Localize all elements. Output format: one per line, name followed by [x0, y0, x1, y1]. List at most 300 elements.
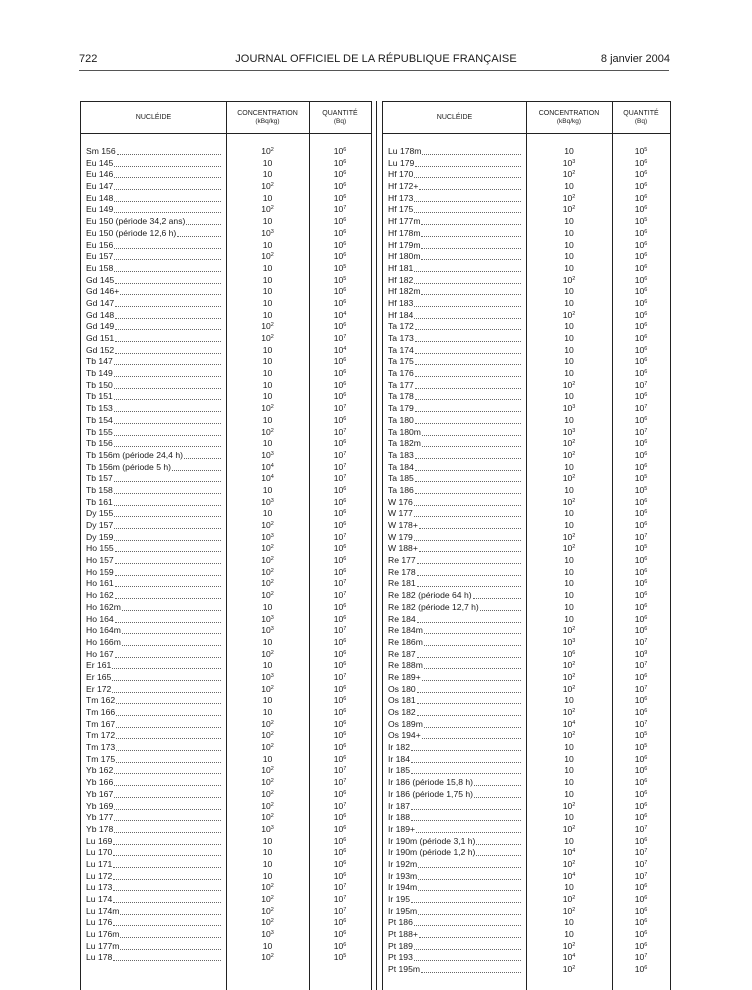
table-row — [81, 473, 371, 485]
table-row — [81, 660, 371, 672]
nuclide-cell — [86, 871, 221, 883]
nuclide-cell — [86, 567, 221, 579]
leader-dots — [414, 532, 521, 541]
nuclide-name: Lu 169 — [86, 835, 113, 846]
concentration-exponent: 2 — [270, 906, 274, 913]
nuclide-name: Lu 173 — [86, 882, 113, 893]
table-row — [81, 882, 371, 894]
leader-dots — [415, 391, 521, 400]
table-row — [81, 719, 371, 731]
leader-dots — [120, 941, 221, 950]
nuclide-name: Ir 188 — [388, 812, 410, 823]
nuclide-name: Tb 156 — [86, 438, 113, 449]
concentration-value: 10 — [564, 227, 574, 238]
concentration-value: 10 — [564, 601, 574, 612]
quantity-value: $10^6$ — [333, 788, 347, 799]
nuclide-name: Eu 149 — [86, 204, 114, 215]
nuclide-cell — [86, 754, 221, 766]
concentration-exponent: 3 — [572, 404, 576, 411]
concentration-value: 10 — [564, 356, 574, 367]
concentration-value: $10^2$ — [562, 905, 576, 916]
nuclide-name: Ir 186 (période 1,75 h) — [388, 788, 474, 799]
nuclide-name: Re 182 (période 12,7 h) — [388, 601, 479, 612]
nuclide-cell — [86, 859, 221, 871]
quantity-value: $10^6$ — [333, 356, 347, 367]
leader-dots — [414, 275, 521, 284]
nuclide-name: Yb 177 — [86, 812, 114, 823]
quantity-value: $10^6$ — [333, 929, 347, 940]
concentration-value: $10^2$ — [562, 625, 576, 636]
table-row — [81, 812, 371, 824]
nuclide-cell — [388, 415, 521, 427]
concentration-exponent: 2 — [572, 801, 576, 808]
concentration-exponent: 2 — [270, 205, 274, 212]
table-row — [383, 894, 670, 906]
quantity-value: $10^6$ — [634, 181, 648, 192]
quantity-exponent: 4 — [343, 310, 347, 317]
quantity-exponent: 6 — [343, 287, 347, 294]
quantity-exponent: 6 — [644, 941, 648, 948]
quantity-value: $10^6$ — [333, 823, 347, 834]
nuclide-cell — [86, 193, 221, 205]
quantity-exponent: 7 — [343, 591, 347, 598]
concentration-exponent: 2 — [270, 731, 274, 738]
nuclide-cell — [86, 204, 221, 216]
quantity-value: $10^6$ — [634, 566, 648, 577]
concentration-value: 10 — [262, 274, 273, 285]
concentration-exponent: 3 — [270, 450, 274, 457]
leader-dots — [114, 415, 221, 424]
nuclide-name: Tb 147 — [86, 356, 113, 367]
quantity-exponent: 5 — [644, 743, 648, 750]
quantity-exponent: 5 — [343, 953, 347, 960]
concentration-exponent: 2 — [572, 626, 576, 633]
quantity-value: $10^6$ — [634, 964, 648, 975]
nuclide-name: Ta 183 — [388, 449, 414, 460]
concentration-value: 10 — [262, 368, 273, 379]
concentration-value: 10 — [564, 391, 574, 402]
nuclide-cell — [388, 614, 521, 626]
quantity-exponent: 7 — [644, 404, 648, 411]
quantity-value: $10^7$ — [333, 461, 347, 472]
nuclide-name: Lu 178 — [86, 952, 113, 963]
leader-dots — [417, 567, 521, 576]
concentration-exponent: 2 — [270, 334, 274, 340]
quantity-exponent: 7 — [343, 532, 347, 539]
quantity-value: $10^6$ — [634, 613, 648, 624]
leader-dots — [414, 497, 521, 506]
quantity-value: $10^6$ — [333, 496, 347, 507]
concentration-exponent: 6 — [572, 649, 576, 656]
table-row — [81, 169, 371, 181]
leader-dots — [414, 193, 521, 202]
concentration-value: 10 — [262, 636, 273, 647]
quantity-value: $10^6$ — [333, 613, 347, 624]
concentration-value: $10^3$ — [562, 426, 576, 437]
quantity-value: $10^6$ — [634, 812, 648, 823]
table-row — [81, 590, 371, 602]
nuclide-name: Tm 162 — [86, 695, 116, 706]
concentration-exponent: 2 — [572, 965, 576, 972]
table-row — [81, 380, 371, 392]
table-row — [81, 462, 371, 474]
nuclide-cell — [86, 508, 221, 520]
concentration-exponent: 2 — [270, 895, 274, 901]
concentration-exponent: 4 — [572, 871, 576, 878]
nuclide-cell — [86, 789, 221, 801]
leader-dots — [415, 415, 521, 424]
table-row — [383, 707, 670, 719]
quantity-exponent: 6 — [644, 228, 648, 235]
table-row — [81, 695, 371, 707]
concentration-value: 10 — [564, 777, 574, 788]
quantity-value: $10^7$ — [634, 858, 648, 869]
leader-dots — [116, 719, 221, 728]
concentration-value: $10^3$ — [261, 929, 274, 940]
nuclide-name: Tm 172 — [86, 730, 116, 741]
quantity-exponent: 6 — [343, 217, 347, 224]
nuclide-name: Pt 186 — [388, 917, 413, 928]
leader-dots — [422, 730, 521, 739]
quantity-value: $10^7$ — [634, 403, 648, 414]
table-row — [81, 941, 371, 953]
concentration-value: $10^2$ — [562, 379, 576, 390]
quantity-value: $10^6$ — [634, 508, 648, 519]
table-row — [383, 146, 670, 158]
quantity-exponent: 5 — [644, 544, 648, 551]
quantity-exponent: 7 — [343, 883, 347, 890]
quantity-exponent: 7 — [644, 684, 648, 691]
quantity-exponent: 6 — [644, 462, 648, 469]
leader-dots — [115, 298, 221, 307]
nuclide-cell — [388, 719, 521, 731]
table-row — [81, 427, 371, 439]
nuclide-cell — [86, 765, 221, 777]
nuclide-name: Ir 184 — [388, 753, 410, 764]
concentration-value: 10 — [262, 216, 273, 227]
nuclide-name: Ta 184 — [388, 461, 414, 472]
table-row — [81, 754, 371, 766]
nuclide-cell — [86, 485, 221, 497]
leader-dots — [114, 497, 221, 506]
nuclide-name: Ta 180 — [388, 414, 414, 425]
table-row — [383, 532, 670, 544]
leader-dots — [116, 730, 221, 739]
quantity-value: $10^7$ — [333, 403, 347, 414]
concentration-value: 10 — [262, 262, 273, 273]
leader-dots — [414, 298, 521, 307]
concentration-value: $10^3$ — [261, 496, 274, 507]
nuclide-cell — [86, 695, 221, 707]
nuclide-cell — [86, 672, 221, 684]
concentration-value: 10 — [262, 309, 273, 320]
concentration-value: 10 — [262, 835, 273, 846]
quantity-value: $10^6$ — [333, 695, 347, 706]
quantity-exponent: 6 — [343, 521, 347, 527]
nuclide-name: Os 189m — [388, 718, 423, 729]
nuclide-name: Ta 180m — [388, 426, 421, 437]
leader-dots — [418, 906, 521, 915]
quantity-value: $10^6$ — [634, 800, 648, 811]
quantity-value: $10^6$ — [333, 368, 347, 379]
concentration-value: $10^4$ — [261, 461, 274, 472]
concentration-exponent: 2 — [270, 719, 274, 726]
nuclide-name: Lu 172 — [86, 870, 113, 881]
nuclide-name: Dy 155 — [86, 508, 114, 519]
nuclide-name: W 177 — [388, 508, 413, 519]
nuclide-name: Ho 167 — [86, 648, 114, 659]
table-row — [81, 917, 371, 929]
table-row — [383, 812, 670, 824]
leader-dots — [415, 356, 521, 365]
quantity-value: $10^6$ — [333, 648, 347, 659]
nuclide-name: Tm 167 — [86, 718, 116, 729]
nuclide-name: Eu 146 — [86, 169, 114, 180]
table-row — [81, 368, 371, 380]
quantity-exponent: 7 — [644, 871, 648, 878]
concentration-value: $10^2$ — [261, 683, 274, 694]
quantity-value: $10^6$ — [634, 321, 648, 332]
table-row — [81, 871, 371, 883]
table-row — [383, 438, 670, 450]
table-row — [383, 275, 670, 287]
quantity-value: $10^6$ — [333, 742, 347, 753]
nuclide-cell — [388, 298, 521, 310]
leader-dots — [120, 286, 221, 295]
quantity-value: $10^6$ — [634, 449, 648, 460]
table-row — [383, 380, 670, 392]
quantity-value: $10^6$ — [333, 718, 347, 729]
nuclide-name: Ta 177 — [388, 379, 414, 390]
nuclide-cell — [86, 368, 221, 380]
table-row — [81, 415, 371, 427]
quantity-value: $10^6$ — [634, 297, 648, 308]
journal-title: JOURNAL OFFICIEL DE LA RÉPUBLIQUE FRANÇAISE — [235, 53, 517, 65]
nuclide-name: Re 187 — [388, 648, 416, 659]
concentration-exponent: 2 — [270, 556, 274, 563]
nuclide-name: Eu 157 — [86, 251, 114, 262]
leader-dots — [115, 321, 221, 330]
nuclide-cell — [86, 403, 221, 415]
leader-dots — [115, 275, 221, 284]
table-row — [383, 263, 670, 275]
concentration-exponent: 3 — [270, 672, 274, 679]
quantity-value: $10^6$ — [333, 636, 347, 647]
nuclide-name: Gd 151 — [86, 333, 115, 343]
nuclide-cell — [86, 812, 221, 824]
quantity-value: $10^7$ — [333, 333, 347, 343]
quantity-value: $10^6$ — [634, 753, 648, 764]
concentration-value: $10^3$ — [261, 625, 274, 636]
concentration-value: $10^2$ — [562, 683, 576, 694]
leader-dots — [114, 380, 221, 389]
quantity-exponent: 6 — [644, 696, 648, 703]
quantity-value: $10^6$ — [634, 765, 648, 776]
quantity-value: $10^7$ — [333, 765, 347, 776]
concentration-value: 10 — [564, 788, 574, 799]
nuclide-cell — [388, 941, 521, 953]
leader-dots — [186, 216, 221, 225]
header-nucleide: NUCLÉIDE — [135, 113, 172, 121]
leader-dots — [184, 450, 221, 459]
table-row — [383, 660, 670, 672]
quantity-exponent: 7 — [343, 462, 347, 469]
quantity-value: $10^6$ — [634, 788, 648, 799]
concentration-value: $10^2$ — [562, 274, 576, 285]
table-row — [81, 637, 371, 649]
leader-dots — [419, 543, 521, 552]
concentration-exponent: 3 — [270, 930, 274, 937]
quantity-value: $10^6$ — [333, 566, 347, 577]
concentration-exponent: 4 — [572, 953, 576, 960]
nuclide-cell — [388, 567, 521, 579]
quantity-exponent: 6 — [343, 813, 347, 820]
concentration-exponent: 2 — [270, 404, 274, 411]
nuclide-name: Ta 174 — [388, 344, 414, 355]
concentration-value: 10 — [564, 414, 574, 425]
nuclide-name: Ir 195m — [388, 905, 418, 916]
leader-dots — [414, 310, 521, 319]
table-row — [81, 578, 371, 590]
quantity-exponent: 6 — [343, 567, 347, 574]
concentration-value: 10 — [262, 940, 273, 951]
leader-dots — [114, 193, 221, 202]
quantity-exponent: 6 — [644, 205, 648, 212]
nuclide-name: Tb 156m (période 5 h) — [86, 461, 172, 472]
table-row — [383, 801, 670, 813]
concentration-value: 10 — [262, 157, 273, 168]
quantity-value: $10^6$ — [634, 309, 648, 320]
table-row — [383, 240, 670, 252]
nuclide-cell — [388, 158, 521, 170]
nuclide-name: Ir 186 (période 15,8 h) — [388, 777, 474, 788]
table-row — [81, 625, 371, 637]
leader-dots — [115, 345, 221, 354]
quantity-value: $10^6$ — [634, 520, 648, 530]
nuclide-name: Lu 179 — [388, 157, 415, 168]
leader-dots — [417, 707, 521, 716]
leader-dots — [415, 485, 521, 494]
nuclide-cell — [388, 181, 521, 193]
concentration-exponent: 2 — [270, 649, 274, 656]
nuclide-name: W 176 — [388, 496, 413, 507]
quantity-value: $10^6$ — [333, 169, 347, 180]
nuclide-name: Re 177 — [388, 555, 416, 566]
nuclide-cell — [86, 228, 221, 240]
nuclide-cell — [86, 158, 221, 170]
nuclide-cell — [388, 578, 521, 590]
quantity-exponent: 6 — [644, 602, 648, 609]
concentration-value: 10 — [262, 344, 273, 355]
nuclide-name: Hf 180m — [388, 251, 421, 262]
concentration-exponent: 2 — [270, 743, 274, 750]
nuclide-cell — [86, 275, 221, 287]
quantity-exponent: 6 — [644, 965, 648, 972]
nuclide-name: Tb 151 — [86, 391, 113, 402]
leader-dots — [421, 286, 521, 295]
table-row — [383, 333, 670, 345]
concentration-exponent: 2 — [572, 672, 576, 679]
quantity-exponent: 6 — [644, 930, 648, 937]
quantity-exponent: 6 — [343, 696, 347, 703]
leader-dots — [122, 625, 221, 634]
concentration-exponent: 2 — [572, 380, 576, 387]
concentration-value: $10^2$ — [562, 940, 576, 951]
concentration-value: $10^4$ — [261, 473, 274, 484]
nuclide-name: Ta 179 — [388, 403, 414, 414]
quantity-exponent: 6 — [343, 182, 347, 189]
table-row — [81, 602, 371, 614]
concentration-exponent: 4 — [270, 474, 274, 481]
nuclide-name: Lu 176 — [86, 917, 113, 928]
table-body — [383, 146, 670, 976]
nuclide-name: Tb 154 — [86, 414, 113, 425]
quantity-exponent: 6 — [343, 392, 347, 399]
table-row — [383, 286, 670, 298]
concentration-value: 10 — [564, 566, 574, 577]
table-row — [81, 906, 371, 918]
quantity-exponent: 9 — [644, 649, 648, 656]
concentration-exponent: 3 — [270, 228, 274, 235]
quantity-exponent: 6 — [644, 275, 648, 282]
leader-dots — [415, 321, 521, 330]
concentration-exponent: 2 — [270, 801, 274, 808]
quantity-value: $10^7$ — [634, 379, 648, 390]
nuclide-cell — [388, 462, 521, 474]
nuclide-name: Ho 162m — [86, 601, 121, 612]
nuclide-cell — [86, 181, 221, 193]
concentration-value: 10 — [564, 297, 574, 308]
concentration-value: $10^2$ — [261, 777, 274, 788]
concentration-value: $10^2$ — [261, 648, 274, 659]
quantity-value: $10^6$ — [333, 379, 347, 390]
table-row — [81, 765, 371, 777]
table-row — [81, 251, 371, 263]
quantity-exponent: 6 — [343, 322, 347, 329]
quantity-exponent: 6 — [644, 567, 648, 574]
quantity-exponent: 6 — [343, 836, 347, 843]
concentration-exponent: 2 — [270, 684, 274, 691]
table-row — [81, 555, 371, 567]
leader-dots — [411, 812, 521, 821]
concentration-exponent: 2 — [572, 497, 576, 504]
concentration-value: $10^2$ — [562, 531, 576, 542]
concentration-value: 10 — [262, 169, 273, 180]
quantity-value: $10^6$ — [634, 882, 648, 893]
table-row — [383, 204, 670, 216]
concentration-value: 10 — [564, 520, 574, 530]
table-row — [383, 415, 670, 427]
quantity-value: $10^6$ — [333, 858, 347, 869]
nuclide-cell — [388, 684, 521, 696]
leader-dots — [114, 403, 221, 412]
concentration-value: 10 — [564, 695, 574, 706]
nuclide-name: Re 181 — [388, 578, 416, 589]
concentration-value: 10 — [564, 753, 574, 764]
quantity-exponent: 6 — [343, 789, 347, 796]
quantity-exponent: 7 — [343, 334, 347, 340]
concentration-value: $10^2$ — [562, 192, 576, 203]
nuclide-cell — [388, 917, 521, 929]
table-row — [81, 450, 371, 462]
quantity-exponent: 6 — [343, 602, 347, 609]
leader-dots — [473, 590, 521, 599]
quantity-exponent: 7 — [343, 626, 347, 633]
nuclide-name: Ir 194m — [388, 882, 418, 893]
quantity-exponent: 5 — [644, 731, 648, 738]
quantity-value: $10^4$ — [333, 344, 347, 355]
leader-dots — [115, 310, 221, 319]
